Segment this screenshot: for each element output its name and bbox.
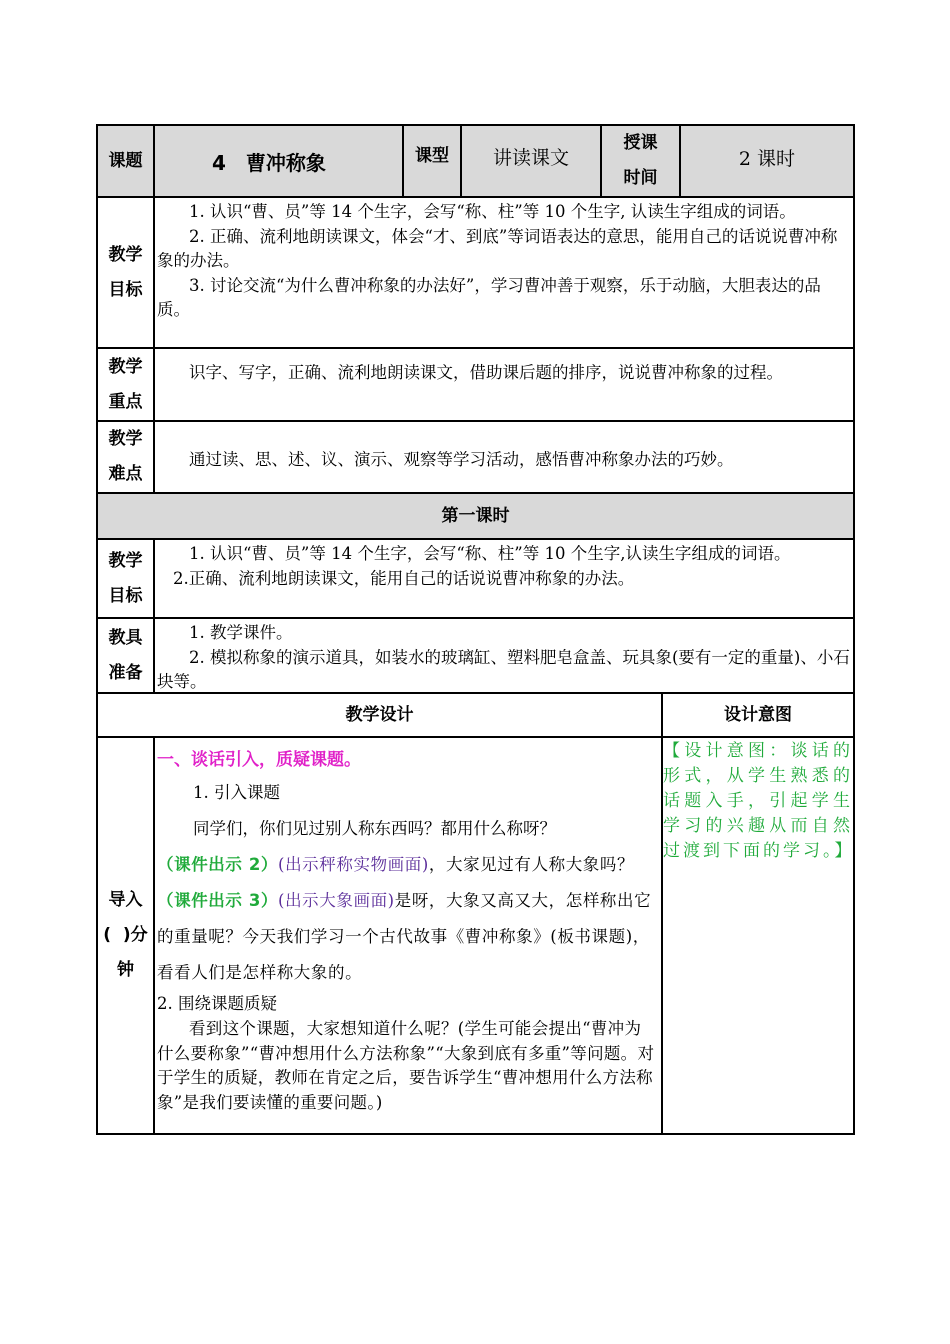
- period-goals-content: [157, 542, 852, 591]
- intro-design-content: [157, 745, 657, 1115]
- row-divider: [96, 736, 855, 738]
- intro-time-label-line3: 钟: [117, 960, 134, 980]
- intro-time-label-line2: ( )分: [103, 925, 148, 945]
- row-divider: [96, 347, 855, 349]
- materials-item: 2. 模拟称象的演示道具，如装水的玻璃缸、塑料肥皂盒盖、玩具象(要有一定的重量)、小石块等。: [157, 647, 850, 691]
- lesson-title-text: 4 曹冲称象: [212, 150, 326, 175]
- courseware-2-tag: （课件出示 2）: [157, 855, 279, 874]
- key-points-content: [157, 361, 852, 386]
- lesson-hours: 2 课时: [738, 147, 796, 170]
- materials-label-line2: 准备: [108, 662, 143, 683]
- difficulties-label-line2: 难点: [108, 464, 143, 484]
- table-border-right: [853, 124, 855, 1135]
- period-goals-label-line1: 教学: [108, 550, 143, 571]
- lesson-title: [155, 126, 402, 196]
- row-divider: [96, 538, 855, 540]
- key-points-label: [98, 349, 153, 420]
- row-divider: [96, 617, 855, 619]
- key-points-label-line2: 重点: [108, 391, 143, 412]
- materials-item: 1. 教学课件。: [189, 623, 293, 642]
- courseware-3-tag: （课件出示 3）: [157, 891, 279, 910]
- materials-label: [98, 619, 153, 692]
- label-column-divider: [153, 736, 155, 1135]
- difficulties-label: [98, 422, 153, 492]
- lesson-type-label: 课型: [415, 145, 449, 166]
- goals-label-line1: 教学: [108, 244, 143, 265]
- lesson-type-value: 讲读课文: [492, 146, 569, 169]
- goal-item: 1. 认识“曹、员”等 14 个生字，会写“称、柱”等 10 个生字, 认读生字组成的词语。: [189, 202, 796, 221]
- intro-step2-title: 2. 围绕课题质疑: [157, 994, 277, 1013]
- show-elephant-note: (出示大象画面): [278, 891, 395, 910]
- show-scale-note: (出示秤称实物画面): [278, 855, 429, 874]
- intro-text-a: ，大家见过有人称大象吗？: [428, 855, 635, 874]
- goals-label-line2: 目标: [108, 279, 143, 300]
- table-border-bottom: [96, 1133, 855, 1135]
- materials-label-line1: 教具: [108, 627, 143, 648]
- intro-step1-title: 1. 引入课题: [193, 783, 280, 802]
- first-period-title: 第一课时: [441, 505, 510, 526]
- intro-step1-question: 同学们，你们见过别人称东西吗？都用什么称呀？: [193, 819, 556, 838]
- teaching-time-label-line1: 授课: [623, 133, 658, 153]
- period-goals-label: [98, 540, 153, 617]
- topic-label: 课题: [108, 150, 143, 171]
- difficulties-label-line1: 教学: [108, 429, 143, 449]
- materials-content: [157, 621, 852, 695]
- intro-design-intent: 【设计意图：谈话的形式，从学生熟悉的话题入手，引起学生学习的兴趣从而自然过渡到下面的学习。】: [663, 741, 855, 861]
- difficulties-content: [157, 448, 852, 473]
- goal-item: 2. 正确、流利地朗读课文，体会“才、到底”等词语表达的意思，能用自己的话说说曹冲称象的办法。: [157, 226, 838, 270]
- goals-label: [98, 198, 153, 347]
- teaching-design-header: 教学设计: [345, 704, 414, 725]
- goal-item: 3. 讨论交流“为什么曹冲称象的办法好”，学习曹冲善于观察，乐于动脑，大胆表达的品质。: [157, 275, 821, 319]
- intro-time-label: [98, 738, 153, 1133]
- period-goal-item: 2.正确、流利地朗读课文，能用自己的话说说曹冲称象的办法。: [173, 568, 635, 588]
- intro-section-title: 一、谈话引入，质疑课题。: [157, 750, 361, 770]
- intro-time-label-line1: 导入: [108, 890, 143, 910]
- period-goal-item: 1. 认识“曹、员”等 14 个生字，会写“称、柱”等 10 个生字,认读生字组成的词语。: [189, 544, 791, 563]
- row-divider: [96, 196, 855, 198]
- intro-paragraph: [157, 847, 657, 991]
- teaching-time-label: [602, 126, 679, 196]
- design-intent-header: 设计意图: [724, 704, 792, 725]
- teaching-time-label-line2: 时间: [623, 168, 658, 188]
- period-goals-label-line2: 目标: [108, 585, 143, 606]
- row-divider: [96, 420, 855, 422]
- difficulties-text: 通过读、思、述、议、演示、观察等学习活动，感悟曹冲称象办法的巧妙。: [189, 450, 734, 469]
- intro-text-b: 是呀，大象又高又大，怎样称出它的重量呢？今天我们学习一个古代故事《曹冲称象》(板书课题)，看看人们是怎样称大象的。: [157, 891, 652, 982]
- key-points-label-line1: 教学: [108, 356, 143, 377]
- intro-step2-text: 看到这个课题，大家想知道什么呢？(学生可能会提出“曹冲为什么要称象”“曹冲想用什么方法称象”“大象到底有多重”等问题。对于学生的质疑，教师在肯定之后，要告诉学生“曹冲想用什么方法称象”是我们要读懂的重要问题。): [157, 1019, 655, 1112]
- label-column-divider: [153, 538, 155, 694]
- key-points-text: 识字、写字，正确、流利地朗读课文，借助课后题的排序，说说曹冲称象的过程。: [189, 363, 783, 382]
- goals-content: [157, 200, 852, 323]
